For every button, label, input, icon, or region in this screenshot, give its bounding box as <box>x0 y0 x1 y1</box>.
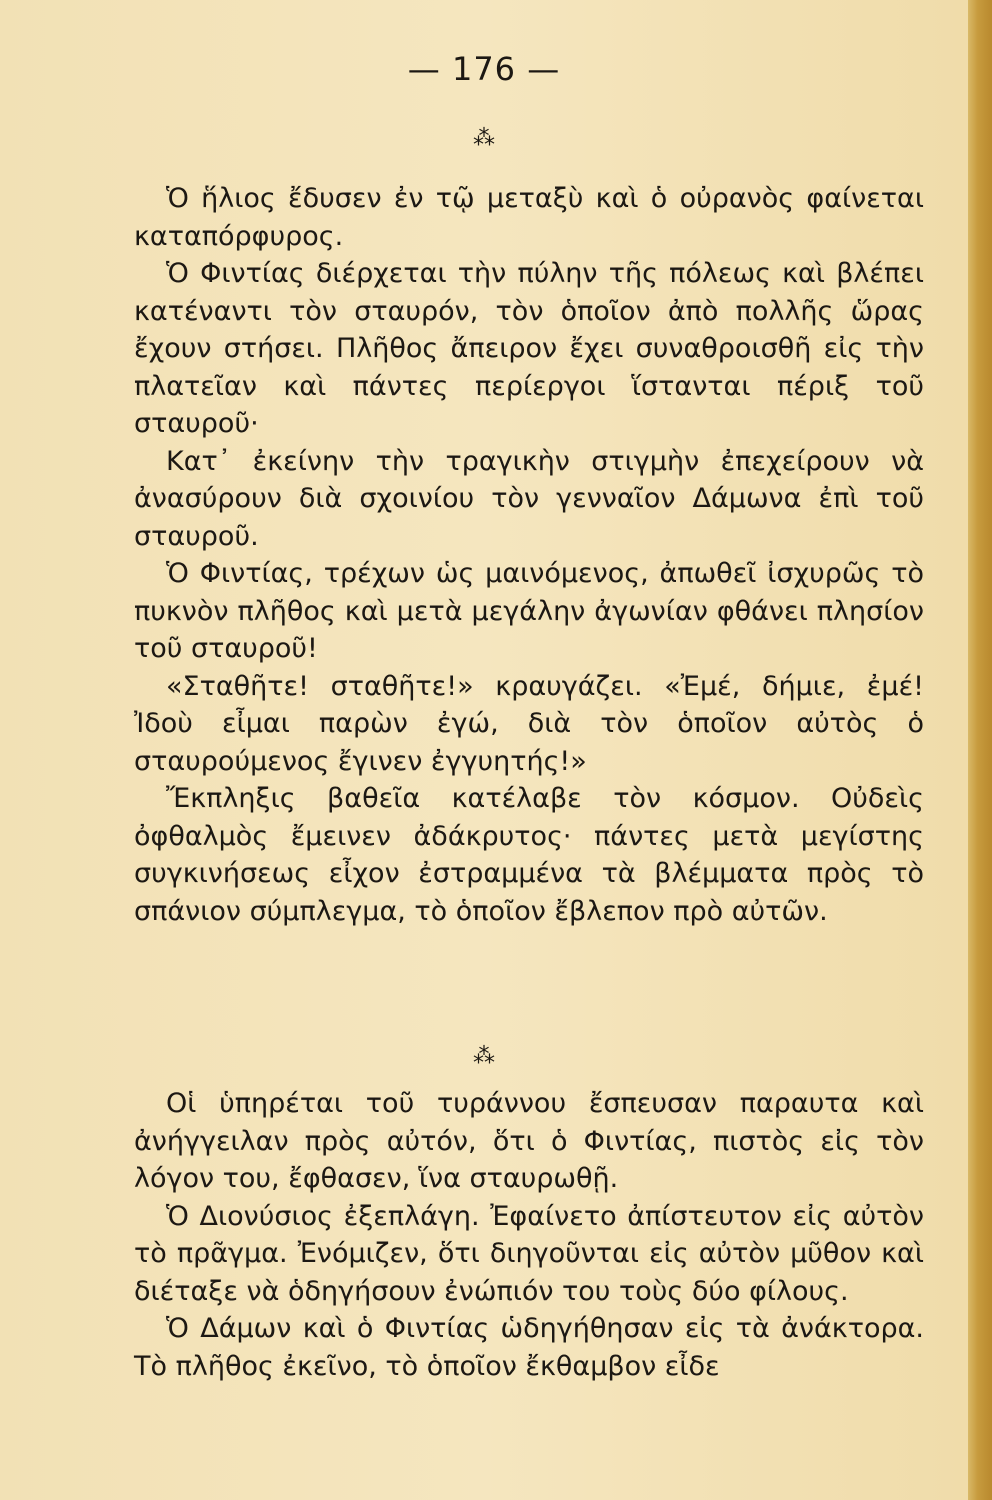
page-number: — 176 — <box>407 50 561 88</box>
paragraph: Ὁ Δάμων καὶ ὁ Φιντίας ὡδηγήθησαν εἰς τὰ ἀνάκτορα. Τὸ πλῆθος ἐκεῖνο, τὸ ὁποῖον ἔκθαμβον εἶδε <box>134 1313 924 1382</box>
paragraph: Ὁ Διονύσιος ἐξεπλάγη. Ἐφαίνετο ἀπίστευτον εἰς αὐτὸν τὸ πρᾶγμα. Ἐνόμιζεν, ὅτι διηγοῦνται εἰς αὐτὸν μῦθον καὶ διέταξε νὰ ὁδηγήσουν ἐνώπιόν του τοὺς δύο φίλους. <box>134 1200 924 1307</box>
paragraph: Ὁ Φιντίας, τρέχων ὡς μαινόμενος, ἀπωθεῖ ἰσχυρῶς τὸ πυκνὸν πλῆθος καὶ μετὰ μεγάλην ἀγωνίαν φθάνει πλησίον τοῦ σταυροῦ! <box>134 558 924 664</box>
paragraph: Ἔκπληξις βαθεῖα κατέλαβε τὸν κόσμον. Οὐδεὶς ὀφθαλμὸς ἔμεινεν ἀδάκρυτος· πάντες μετὰ μεγίστης συγκινήσεως εἶχον ἐστραμμένα τὰ βλέμματα πρὸς τὸ σπάνιον σύμπλεγμα, τὸ ὁποῖον ἔβλεπον πρὸ αὐτῶν. <box>134 783 924 927</box>
paragraph: «Σταθῆτε! σταθῆτε!» κραυγάζει. «Ἐμέ, δήμιε, ἐμέ! Ἰδοὺ εἶμαι παρὼν ἐγώ, διὰ τὸν ὁποῖον αὐτὸς ὁ σταυρούμενος ἔγινεν ἐγγυητής!» <box>134 670 924 777</box>
section-divider: ⁂ <box>473 1044 495 1069</box>
paragraph: Οἱ ὑπηρέται τοῦ τυράννου ἔσπευσαν παραυτα καὶ ἀνήγγειλαν πρὸς αὐτόν, ὅτι ὁ Φιντίας, πιστὸς εἰς τὸν λόγον του, ἔφθασεν, ἵνα σταυρωθῇ. <box>134 1088 924 1194</box>
paragraph: Κατ᾽ ἐκείνην τὴν τραγικὴν στιγμὴν ἐπεχείρουν νὰ ἀνασύρουν διὰ σχοινίου τὸν γενναῖον Δάμωνα ἐπὶ τοῦ σταυροῦ. <box>134 445 924 552</box>
paragraph: Ὁ Φιντίας διέρχεται τὴν πύλην τῆς πόλεως καὶ βλέπει κατέναντι τὸν σταυρόν, τὸν ὁποῖον ἀπὸ πολλῆς ὥρας ἔχουν στήσει. Πλῆθος ἄπειρον ἔχει συναθροισθῆ εἰς τὴν πλατεῖαν καὶ πάντες περίεργοι ἵστανται πέριξ τοῦ σταυροῦ· <box>134 258 924 439</box>
section-2-text <box>134 1085 924 1385</box>
section-1-text <box>134 180 924 930</box>
section-divider: ⁂ <box>473 126 495 151</box>
page-edge <box>968 0 992 1500</box>
paragraph: Ὁ ἥλιος ἔδυσεν ἐν τῷ μεταξὺ καὶ ὁ οὐρανὸς φαίνεται καταπόρφυρος. <box>134 183 924 252</box>
